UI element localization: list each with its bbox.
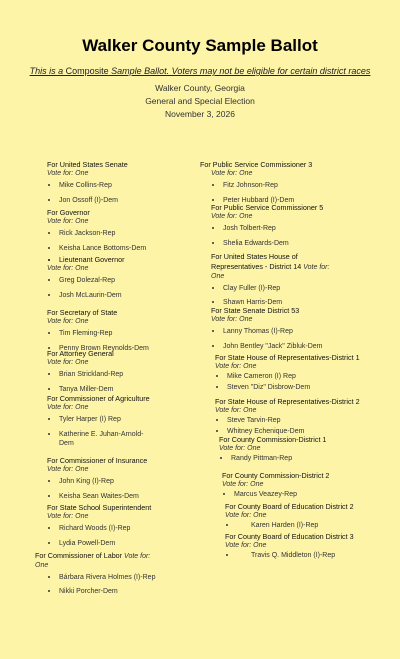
race-school-superintendent (47, 503, 187, 552)
candidate: • Shelia Edwards-Dem (223, 238, 361, 248)
candidate: • Brian Strickland-Rep (59, 369, 187, 379)
race-header: For County Commission-District 2 (222, 471, 330, 480)
race-header: For County Commission-District 1 (219, 435, 327, 444)
vote-for: Vote for: One (47, 218, 89, 226)
race-attorney-general (47, 349, 187, 398)
candidate: • Penny Brown Reynolds-Dem (59, 343, 187, 353)
candidate: • Randy Pittman-Rep (231, 453, 389, 463)
race-state-house-2 (215, 397, 390, 436)
race-psc-5 (211, 203, 361, 252)
race-state-senate-53 (211, 306, 361, 355)
candidate: • Rick Jackson-Rep (59, 228, 187, 238)
race-governor (47, 208, 187, 257)
candidate: • Lydia Powell-Dem (59, 538, 187, 548)
candidate: • Marcus Veazey-Rep (234, 489, 392, 499)
candidate: • Steven "Diz" Disbrow-Dem (227, 382, 390, 392)
race-lt-governor (47, 255, 187, 304)
subtitle-post: Sample Ballot. Voters may not be eligible for certain district races (108, 66, 371, 76)
candidate: • Clay Fuller (I)-Rep (223, 283, 336, 293)
race-header: For Public Service Commissioner 3 (200, 160, 313, 169)
county-line: Walker County, Georgia (155, 83, 245, 93)
candidate: • Mike Collins-Rep (59, 180, 187, 190)
candidate: • Lanny Thomas (I)-Rep (223, 326, 361, 336)
candidate: • Greg Dolezal-Rep (59, 275, 187, 285)
race-us-house-14 (211, 252, 336, 311)
vote-for: Vote for: One (211, 170, 253, 178)
candidate: • Josh McLaurin-Dem (59, 290, 187, 300)
candidate: • Mike Cameron (I) Rep (227, 371, 390, 381)
candidate: • Travis Q. Middleton (I)-Rep (237, 550, 395, 560)
candidate: • Shawn Harris-Dem (223, 297, 336, 307)
candidate: • John King (I)-Rep (59, 476, 187, 486)
race-header: For Commissioner of Insurance (47, 456, 148, 465)
subtitle-bold: Composite (65, 66, 109, 76)
race-header: For County Board of Education District 2 (225, 502, 354, 511)
candidate: • Peter Hubbard (I)-Dem (223, 195, 350, 205)
vote-for: Vote for: One (47, 170, 89, 178)
candidate: • Keisha Sean Waites-Dem (59, 491, 187, 501)
race-county-commission-1 (219, 435, 389, 464)
candidate: • Bárbara Rivera Holmes (I)-Rep (59, 572, 165, 582)
election-line: General and Special Election (145, 96, 255, 106)
candidate: • Whitney Echenique-Dem (227, 426, 390, 436)
race-header: For United States Senate (47, 160, 128, 169)
vote-for: Vote for: One (211, 316, 253, 324)
race-psc-3 (200, 160, 350, 209)
race-header: For Attorney General (47, 349, 114, 358)
ballot-title: Walker County Sample Ballot (82, 36, 318, 55)
race-header: For Governor (47, 208, 90, 217)
race-header: For Secretary of State (47, 308, 118, 317)
vote-for: Vote for: One (225, 542, 267, 550)
candidate: • Nikki Porcher-Dem (59, 586, 165, 596)
candidate: • Steve Tarvin-Rep (227, 415, 390, 425)
race-labor (35, 551, 165, 600)
race-header: For Commissioner of Labor (35, 551, 123, 560)
race-board-of-education-2 (225, 502, 395, 531)
candidate: • Tim Fleming-Rep (59, 328, 187, 338)
race-agriculture (47, 394, 157, 452)
race-header: For State School Superintendent (47, 503, 152, 512)
race-county-commission-2 (222, 471, 392, 500)
vote-for: Vote for: One (47, 513, 89, 521)
vote-for: Vote for: One (47, 318, 89, 326)
vote-for: Vote for: One (222, 481, 264, 489)
ballot-subtitle (0, 66, 400, 76)
vote-for: Vote for: One (47, 359, 89, 367)
vote-for: Vote for: One (35, 553, 151, 570)
race-header: • Lieutenant Governor (59, 255, 187, 264)
race-insurance (47, 456, 187, 505)
vote-for: Vote for: One (47, 265, 89, 273)
race-header: For State House of Representatives-District 2 (215, 397, 360, 406)
candidate: • Fitz Johnson-Rep (223, 180, 350, 190)
race-header: For County Board of Education District 3 (225, 532, 354, 541)
date-line: November 3, 2026 (165, 109, 235, 119)
vote-for: Vote for: One (211, 213, 253, 221)
candidate: • Jon Ossoff (I)-Dem (59, 195, 187, 205)
candidate: • Josh Tolbert-Rep (223, 223, 361, 233)
vote-for: Vote for: One (225, 512, 267, 520)
vote-for: Vote for: One (47, 404, 89, 412)
vote-for: Vote for: One (215, 407, 257, 415)
race-board-of-education-3 (225, 532, 395, 561)
vote-for: Vote for: One (47, 466, 89, 474)
race-header: For Commissioner of Agriculture (47, 394, 150, 403)
candidate: • Katherine E. Juhan-Arnold-Dem (59, 429, 157, 448)
candidate: • John Bentley "Jack" Zibluk-Dem (223, 341, 361, 351)
subtitle-pre: This is a (29, 66, 66, 76)
race-us-senate (47, 160, 187, 209)
vote-for: Vote for: One (215, 363, 257, 371)
candidate: • Karen Harden (I)-Rep (237, 520, 395, 530)
vote-for: Vote for: One (211, 264, 330, 281)
race-header: For Public Service Commissioner 5 (211, 203, 324, 212)
candidate: • Tyler Harper (I) Rep (59, 414, 157, 424)
candidate: • Tanya Miller-Dem (59, 384, 187, 394)
candidate: • Richard Woods (I)-Rep (59, 523, 187, 533)
race-header: For State House of Representatives-District 1 (215, 353, 360, 362)
vote-for: Vote for: One (219, 445, 261, 453)
race-state-house-1 (215, 353, 390, 392)
race-header: For State Senate District 53 (211, 306, 300, 315)
candidate: • Keisha Lance Bottoms-Dem (59, 243, 187, 253)
race-header: For United States House of Representatives - District 14 (211, 252, 302, 272)
